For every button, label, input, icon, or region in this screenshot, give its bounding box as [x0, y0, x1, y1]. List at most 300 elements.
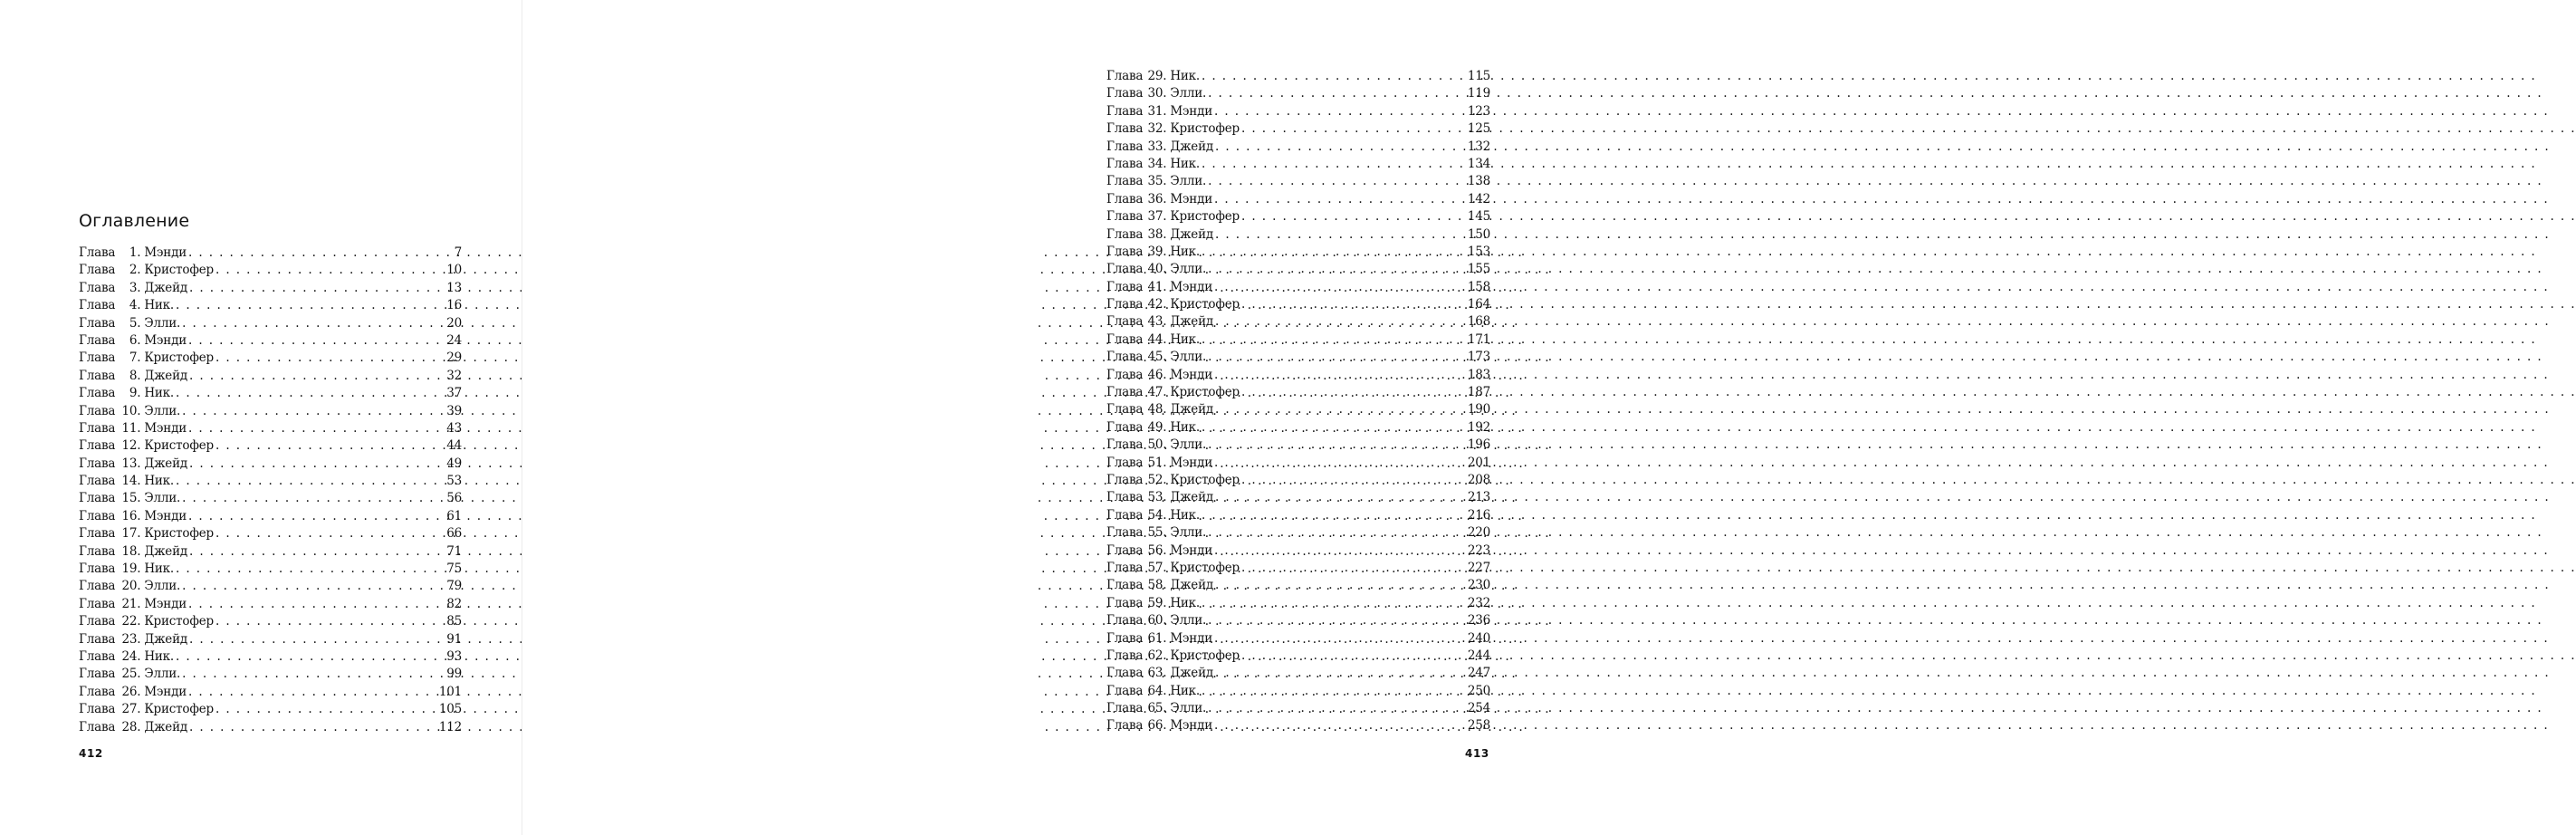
dot-leader — [1202, 156, 1466, 173]
toc-entry — [79, 297, 462, 314]
chapter-page-number: 250 — [1467, 683, 1490, 698]
chapter-number-dot: . — [1163, 525, 1167, 541]
dot-leader — [1214, 455, 1466, 472]
chapter-name: Элли. — [1170, 437, 1207, 453]
chapter-number: 32 — [1147, 121, 1164, 137]
chapter-number-dot: . — [137, 596, 141, 611]
dot-leader — [215, 613, 445, 630]
dot-leader — [188, 332, 445, 350]
chapter-page-number: 125 — [1467, 121, 1490, 137]
toc-entry — [79, 578, 462, 595]
toc-list-right — [1106, 68, 1490, 735]
chapter-number-dot: . — [1163, 385, 1167, 400]
chapter-name: Мэнди — [1170, 191, 1213, 206]
chapter-page-number: 258 — [1467, 718, 1490, 734]
toc-entry — [1106, 419, 1490, 437]
chapter-word: Глава — [1106, 648, 1144, 663]
toc-entry — [1106, 401, 1490, 418]
chapter-page-number: 32 — [446, 368, 462, 383]
chapter-number-dot: . — [1163, 191, 1167, 206]
chapter-word: Глава — [1106, 472, 1144, 487]
chapter-number: 26 — [121, 684, 138, 699]
chapter-number: 44 — [1147, 331, 1164, 347]
toc-entry — [1106, 455, 1490, 472]
dot-leader — [1241, 560, 1466, 577]
chapter-word: Глава — [1106, 367, 1144, 382]
chapter-name: Кристофер — [1170, 648, 1240, 663]
chapter-word: Глава — [79, 648, 116, 664]
chapter-name: Ник. — [1170, 507, 1201, 523]
chapter-number-dot: . — [137, 631, 141, 647]
toc-entry — [1106, 139, 1490, 156]
toc-entry — [1106, 384, 1490, 401]
chapter-name: Джейд — [1170, 226, 1214, 242]
dot-leader — [176, 648, 445, 666]
chapter-page-number: 230 — [1467, 578, 1490, 593]
chapter-word: Глава — [79, 614, 116, 629]
chapter-word: Глава — [1106, 455, 1144, 470]
chapter-number: 28 — [121, 719, 138, 734]
toc-entry — [1106, 349, 1490, 366]
chapter-page-number: 216 — [1467, 507, 1490, 523]
dot-leader — [1208, 612, 1466, 629]
chapter-page-number: 44 — [446, 438, 462, 454]
toc-entry — [1106, 85, 1490, 102]
toc-entry — [1106, 717, 1490, 734]
toc-list-left — [79, 245, 462, 736]
chapter-word: Глава — [1106, 578, 1144, 593]
dot-leader — [189, 280, 445, 297]
chapter-number: 31 — [1147, 103, 1164, 119]
chapter-number-dot: . — [1163, 350, 1167, 365]
dot-leader — [1208, 700, 1466, 717]
chapter-number: 35 — [1147, 174, 1164, 189]
toc-entry — [79, 368, 462, 385]
toc-entry — [1106, 648, 1490, 665]
chapter-word: Глава — [1106, 613, 1144, 629]
dot-leader — [1208, 173, 1466, 190]
dot-leader — [1202, 595, 1466, 612]
chapter-name: Джейд — [144, 456, 188, 471]
chapter-name: Элли. — [1170, 525, 1207, 541]
toc-entry — [1106, 683, 1490, 700]
chapter-number: 56 — [1147, 542, 1164, 558]
chapter-word: Глава — [79, 596, 116, 611]
chapter-word: Глава — [79, 420, 116, 436]
chapter-number-dot: . — [1163, 542, 1167, 558]
chapter-number-dot: . — [1163, 174, 1167, 189]
chapter-page-number: 201 — [1467, 455, 1490, 470]
chapter-page-number: 150 — [1467, 226, 1490, 242]
chapter-word: Глава — [1106, 350, 1144, 365]
chapter-number-dot: . — [137, 263, 141, 278]
chapter-number-dot: . — [1163, 701, 1167, 716]
chapter-page-number: 24 — [446, 332, 462, 348]
chapter-number: 48 — [1147, 402, 1164, 418]
chapter-number: 64 — [1147, 683, 1164, 698]
dot-leader — [1214, 630, 1466, 648]
chapter-number: 9 — [129, 386, 138, 401]
chapter-word: Глава — [79, 403, 116, 418]
dot-leader — [176, 297, 445, 314]
chapter-word: Глава — [1106, 560, 1144, 575]
chapter-number-dot: . — [137, 561, 141, 577]
chapter-number-dot: . — [1163, 402, 1167, 418]
chapter-name: Элли. — [1170, 262, 1207, 277]
chapter-number: 12 — [121, 438, 138, 454]
chapter-name: Элли. — [144, 491, 181, 506]
chapter-name: Элли. — [144, 403, 181, 418]
chapter-word: Глава — [1106, 630, 1144, 646]
dot-leader — [188, 245, 453, 262]
chapter-number: 47 — [1147, 385, 1164, 400]
toc-entry — [79, 332, 462, 350]
chapter-number-dot: . — [1163, 156, 1167, 171]
left-page — [0, 0, 522, 835]
chapter-name: Ник. — [1170, 244, 1201, 259]
chapter-number-dot: . — [1163, 331, 1167, 347]
dot-leader — [1202, 419, 1466, 437]
dot-leader — [215, 701, 437, 718]
chapter-page-number: 56 — [446, 491, 462, 506]
chapter-number: 60 — [1147, 613, 1164, 629]
toc-entry — [79, 420, 462, 437]
chapter-number-dot: . — [1163, 472, 1167, 487]
chapter-number-dot: . — [1163, 69, 1167, 83]
chapter-word: Глава — [79, 702, 116, 717]
chapter-number: 61 — [1147, 630, 1164, 646]
chapter-number: 19 — [121, 561, 138, 577]
chapter-word: Глава — [1106, 507, 1144, 523]
dot-leader — [182, 490, 445, 507]
chapter-page-number: 43 — [446, 420, 462, 436]
dot-leader — [1241, 296, 1466, 313]
dot-leader — [1208, 261, 1466, 278]
chapter-name: Джейд — [144, 631, 188, 647]
chapter-name: Мэнди — [144, 596, 187, 611]
chapter-page-number: 123 — [1467, 103, 1490, 119]
toc-entry — [79, 508, 462, 525]
chapter-word: Глава — [1106, 331, 1144, 347]
toc-entry — [1106, 208, 1490, 226]
chapter-word: Глава — [1106, 314, 1144, 330]
chapter-number: 11 — [121, 420, 138, 436]
toc-entry — [79, 613, 462, 630]
chapter-name: Кристофер — [144, 263, 214, 278]
chapter-name: Мэнди — [144, 420, 187, 436]
chapter-name: Ник. — [144, 474, 175, 489]
dot-leader — [1208, 437, 1466, 454]
chapter-page-number: 101 — [438, 684, 462, 699]
chapter-word: Глава — [1106, 121, 1144, 137]
chapter-page-number: 196 — [1467, 437, 1490, 453]
chapter-number: 38 — [1147, 226, 1164, 242]
toc-entry — [79, 648, 462, 666]
toc-entry — [79, 456, 462, 473]
chapter-name: Мэнди — [1170, 103, 1213, 119]
chapter-number: 52 — [1147, 472, 1164, 487]
dot-leader — [182, 578, 445, 595]
chapter-name: Мэнди — [1170, 455, 1213, 470]
toc-entry — [1106, 331, 1490, 349]
chapter-number: 43 — [1147, 314, 1164, 330]
chapter-word: Глава — [1106, 156, 1144, 171]
chapter-name: Элли. — [144, 667, 181, 682]
dot-leader — [1215, 665, 1466, 682]
chapter-word: Глава — [1106, 279, 1144, 294]
chapter-number-dot: . — [137, 508, 141, 523]
chapter-page-number: 164 — [1467, 297, 1490, 312]
chapter-name: Джейд — [1170, 314, 1214, 330]
chapter-number: 51 — [1147, 455, 1164, 470]
dot-leader — [1214, 717, 1466, 734]
chapter-number-dot: . — [137, 245, 141, 260]
dot-leader — [1241, 472, 1466, 489]
chapter-word: Глава — [1106, 542, 1144, 558]
chapter-word: Глава — [1106, 666, 1144, 681]
chapter-word: Глава — [1106, 209, 1144, 225]
chapter-page-number: 66 — [446, 526, 462, 542]
dot-leader — [176, 473, 445, 490]
chapter-number: 15 — [121, 491, 138, 506]
chapter-name: Ник. — [144, 298, 175, 313]
chapter-name: Кристофер — [1170, 385, 1240, 400]
toc-entry — [79, 684, 462, 701]
chapter-word: Глава — [79, 263, 116, 278]
chapter-number: 39 — [1147, 244, 1164, 259]
dot-leader — [1215, 577, 1466, 594]
toc-heading: Оглавление — [79, 211, 190, 231]
chapter-page-number: 153 — [1467, 244, 1490, 259]
chapter-name: Ник. — [1170, 156, 1201, 171]
chapter-name: Джейд — [144, 368, 188, 383]
chapter-number: 8 — [129, 368, 138, 383]
dot-leader — [215, 437, 445, 455]
chapter-number-dot: . — [137, 667, 141, 682]
chapter-number-dot: . — [1163, 560, 1167, 575]
chapter-page-number: 82 — [446, 596, 462, 611]
toc-entry — [79, 561, 462, 578]
page-number-right: 413 — [1465, 747, 1489, 760]
chapter-page-number: 168 — [1467, 314, 1490, 330]
chapter-page-number: 99 — [446, 667, 462, 682]
chapter-number-dot: . — [137, 368, 141, 383]
chapter-page-number: 244 — [1467, 648, 1490, 663]
chapter-number-dot: . — [1163, 718, 1167, 734]
chapter-name: Джейд — [1170, 578, 1214, 593]
chapter-word: Глава — [79, 631, 116, 647]
chapter-word: Глава — [79, 315, 116, 331]
chapter-number: 30 — [1147, 86, 1164, 101]
chapter-page-number: 132 — [1467, 139, 1490, 154]
dot-leader — [1214, 279, 1466, 296]
toc-entry — [1106, 665, 1490, 682]
chapter-word: Глава — [1106, 683, 1144, 698]
chapter-number-dot: . — [1163, 613, 1167, 629]
dot-leader — [189, 543, 445, 561]
dot-leader — [1215, 313, 1466, 331]
dot-leader — [1208, 524, 1466, 542]
chapter-number: 65 — [1147, 701, 1164, 716]
chapter-page-number: 85 — [446, 614, 462, 629]
chapter-name: Мэнди — [1170, 367, 1213, 382]
dot-leader — [1215, 226, 1466, 244]
chapter-name: Кристофер — [144, 526, 214, 542]
chapter-number-dot: . — [1163, 455, 1167, 470]
chapter-name: Джейд — [1170, 402, 1214, 418]
toc-entry — [79, 315, 462, 332]
chapter-name: Кристофер — [1170, 560, 1240, 575]
chapter-word: Глава — [1106, 437, 1144, 453]
chapter-number-dot: . — [1163, 419, 1167, 435]
chapter-name: Элли. — [144, 579, 181, 594]
chapter-number: 17 — [121, 526, 138, 542]
chapter-page-number: 171 — [1467, 331, 1490, 347]
chapter-number: 62 — [1147, 648, 1164, 663]
chapter-page-number: 112 — [438, 719, 462, 734]
chapter-number: 18 — [121, 543, 138, 559]
chapter-name: Элли. — [1170, 613, 1207, 629]
toc-entry — [79, 596, 462, 613]
chapter-word: Глава — [1106, 385, 1144, 400]
chapter-name: Ник. — [1170, 69, 1201, 83]
chapter-number: 55 — [1147, 525, 1164, 541]
chapter-page-number: 173 — [1467, 350, 1490, 365]
dot-leader — [189, 719, 437, 736]
dot-leader — [1202, 68, 1466, 85]
chapter-word: Глава — [79, 350, 116, 366]
toc-entry — [1106, 524, 1490, 542]
toc-entry — [1106, 244, 1490, 261]
chapter-word: Глава — [1106, 103, 1144, 119]
chapter-name: Элли. — [1170, 86, 1207, 101]
dot-leader — [1241, 208, 1466, 226]
chapter-name: Элли. — [1170, 174, 1207, 189]
chapter-number: 3 — [129, 280, 138, 295]
chapter-word: Глава — [1106, 191, 1144, 206]
chapter-word: Глава — [1106, 402, 1144, 418]
chapter-number: 45 — [1147, 350, 1164, 365]
chapter-name: Кристофер — [144, 438, 214, 454]
toc-entry — [1106, 472, 1490, 489]
chapter-number: 20 — [121, 579, 138, 594]
chapter-page-number: 10 — [446, 263, 462, 278]
chapter-page-number: 93 — [446, 648, 462, 664]
chapter-number: 27 — [121, 702, 138, 717]
chapter-name: Джейд — [1170, 490, 1214, 505]
chapter-number-dot: . — [137, 614, 141, 629]
chapter-number-dot: . — [137, 526, 141, 542]
chapter-number: 2 — [129, 263, 138, 278]
toc-entry — [79, 385, 462, 402]
chapter-number: 7 — [129, 350, 138, 366]
chapter-page-number: 232 — [1467, 595, 1490, 610]
chapter-number: 42 — [1147, 297, 1164, 312]
chapter-number-dot: . — [137, 648, 141, 664]
toc-entry — [1106, 367, 1490, 384]
dot-leader — [1241, 384, 1466, 401]
chapter-word: Глава — [1106, 139, 1144, 154]
chapter-name: Мэнди — [144, 332, 187, 348]
chapter-name: Мэнди — [144, 684, 187, 699]
chapter-word: Глава — [79, 579, 116, 594]
chapter-number-dot: . — [1163, 648, 1167, 663]
chapter-number-dot: . — [1163, 103, 1167, 119]
chapter-number-dot: . — [137, 684, 141, 699]
dot-leader — [1214, 103, 1466, 120]
chapter-number-dot: . — [137, 350, 141, 366]
chapter-word: Глава — [79, 719, 116, 734]
chapter-page-number: 183 — [1467, 367, 1490, 382]
chapter-page-number: 53 — [446, 474, 462, 489]
chapter-page-number: 236 — [1467, 613, 1490, 629]
toc-entry — [79, 473, 462, 490]
chapter-number-dot: . — [1163, 666, 1167, 681]
toc-entry — [79, 719, 462, 736]
chapter-number-dot: . — [137, 579, 141, 594]
toc-entry — [79, 262, 462, 279]
chapter-page-number: 75 — [446, 561, 462, 577]
toc-entry — [1106, 120, 1490, 138]
chapter-word: Глава — [79, 561, 116, 577]
dot-leader — [1214, 367, 1466, 384]
chapter-word: Глава — [1106, 69, 1144, 83]
chapter-number-dot: . — [137, 386, 141, 401]
dot-leader — [1215, 489, 1466, 506]
chapter-number: 49 — [1147, 419, 1164, 435]
dot-leader — [188, 420, 445, 437]
chapter-page-number: 134 — [1467, 156, 1490, 171]
chapter-page-number: 155 — [1467, 262, 1490, 277]
chapter-word: Глава — [1106, 525, 1144, 541]
chapter-name: Джейд — [144, 719, 188, 734]
chapter-page-number: 187 — [1467, 385, 1490, 400]
chapter-number: 29 — [1147, 69, 1164, 83]
chapter-number: 63 — [1147, 666, 1164, 681]
chapter-number: 6 — [129, 332, 138, 348]
dot-leader — [1241, 120, 1466, 138]
chapter-number: 14 — [121, 474, 138, 489]
chapter-number: 16 — [121, 508, 138, 523]
dot-leader — [1214, 191, 1466, 208]
chapter-number-dot: . — [137, 491, 141, 506]
chapter-word: Глава — [79, 456, 116, 471]
toc-entry — [79, 701, 462, 718]
chapter-number-dot: . — [1163, 209, 1167, 225]
toc-entry — [79, 403, 462, 420]
chapter-number-dot: . — [1163, 297, 1167, 312]
chapter-number: 37 — [1147, 209, 1164, 225]
chapter-word: Глава — [1106, 718, 1144, 734]
chapter-number-dot: . — [1163, 595, 1167, 610]
chapter-page-number: 115 — [1467, 69, 1490, 83]
chapter-word: Глава — [79, 298, 116, 313]
chapter-name: Ник. — [144, 386, 175, 401]
chapter-page-number: 29 — [446, 350, 462, 366]
chapter-word: Глава — [79, 508, 116, 523]
chapter-number-dot: . — [1163, 226, 1167, 242]
toc-entry — [79, 350, 462, 367]
toc-entry — [1106, 542, 1490, 560]
chapter-word: Глава — [1106, 244, 1144, 259]
toc-entry — [1106, 612, 1490, 629]
dot-leader — [182, 666, 445, 683]
dot-leader — [1215, 139, 1466, 156]
dot-leader — [182, 315, 445, 332]
chapter-name: Джейд — [1170, 666, 1214, 681]
toc-entry — [1106, 577, 1490, 594]
chapter-name: Мэнди — [1170, 718, 1213, 734]
